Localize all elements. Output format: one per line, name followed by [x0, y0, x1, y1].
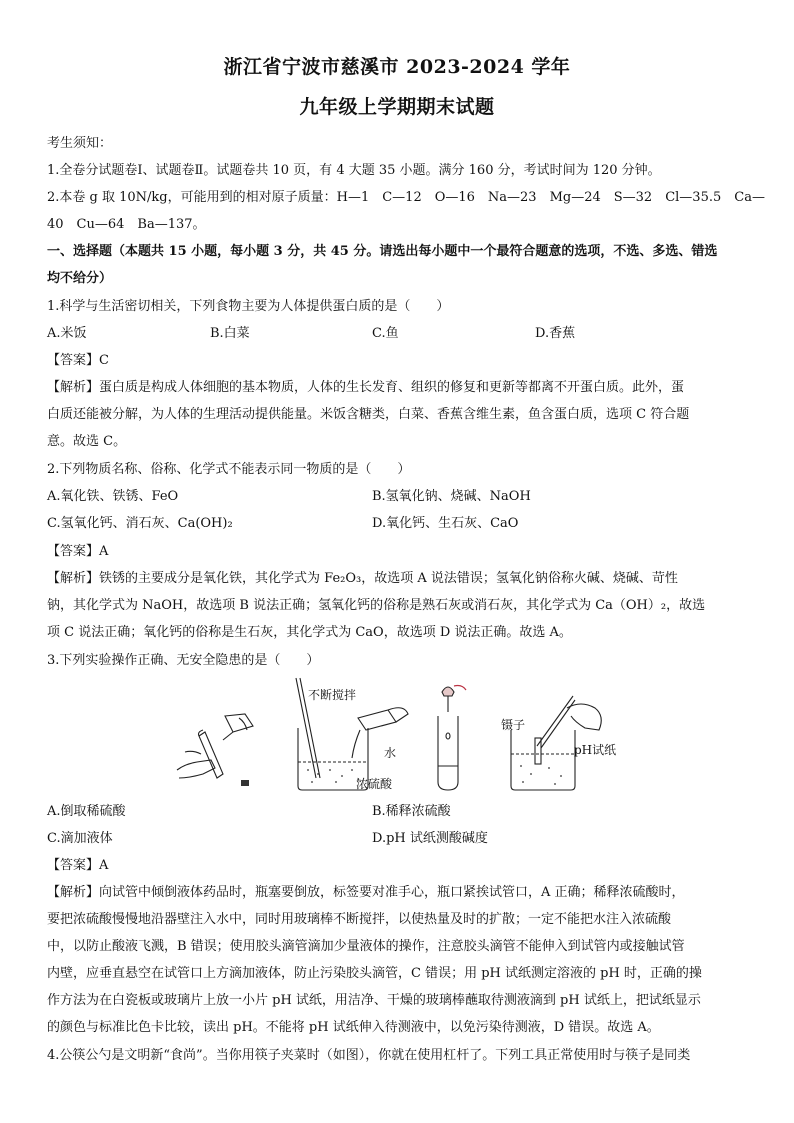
figure-d-label-ph-paper: pH试纸: [574, 743, 617, 757]
figure-b-label-water: 水: [384, 746, 397, 760]
question-2-option-c: C.氢氧化钙、消石灰、Ca(OH)₂: [47, 516, 233, 531]
figure-d-label-tweezers: 镊子: [501, 718, 526, 732]
figure-b-label-acid: 浓硫酸: [356, 777, 393, 791]
question-4-stem: 4.公筷公勺是文明新“食尚”。当你用筷子夹菜时（如图），你就在使用杠杆了。下列工具正常使用时与筷子是同类: [47, 1048, 691, 1063]
question-2-analysis-line-3: 项 C 说法正确；氧化钙的俗称是生石灰，其化学式为 CaO，故选项 D 说法正确。故选 A。: [47, 625, 572, 640]
question-2-stem: 2.下列物质名称、俗称、化学式不能表示同一物质的是（ ）: [47, 462, 411, 477]
figure-c-dropping: [428, 682, 468, 794]
question-3-option-a: A.倒取稀硫酸: [47, 804, 126, 819]
question-3-stem: 3.下列实验操作正确、无安全隐患的是（ ）: [47, 653, 320, 668]
document-title: 浙江省宁波市慈溪市 2023-2024 学年: [223, 56, 571, 78]
question-3-analysis-line-6: 的颜色与标准比色卡比较，读出 pH。不能将 pH 试纸伸入待测液中，以免污染待测液，D 错误。故选 A。: [47, 1020, 660, 1035]
question-2-answer: 【答案】A: [47, 544, 109, 559]
question-3-analysis-line-4: 内壁，应垂直悬空在试管口上方滴加液体，防止污染胶头滴管，C 错误；用 pH 试纸测定溶液的 pH 时，正确的操: [47, 966, 702, 981]
question-2-option-a: A.氧化铁、铁锈、FeO: [47, 489, 179, 504]
notice-item-2-line-2: 40 Cu—64 Ba—137。: [47, 217, 206, 232]
figure-b-label-stir: 不断搅拌: [308, 688, 357, 702]
question-2-analysis-line-1: 【解析】铁锈的主要成分是氧化铁，其化学式为 Fe₂O₃，故选项 A 说法错误；氢氧化钠俗称火碱、烧碱、苛性: [47, 571, 678, 586]
question-1-stem: 1.科学与生活密切相关，下列食物主要为人体提供蛋白质的是（ ）: [47, 299, 450, 314]
question-1-option-d: D.香蕉: [535, 326, 576, 341]
question-2-analysis-line-2: 钠，其化学式为 NaOH，故选项 B 说法正确；氢氧化钙的俗称是熟石灰或消石灰，其化学式为 Ca（OH）₂，故选: [47, 598, 706, 613]
question-3-option-c: C.滴加液体: [47, 831, 113, 846]
question-3-analysis-line-5: 作方法为在白瓷板或玻璃片上放一小片 pH 试纸，用洁净、干燥的玻璃棒蘸取待测液滴到 pH 试纸上，把试纸显示: [47, 993, 701, 1008]
question-2-option-b: B.氢氧化钠、烧碱、NaOH: [372, 489, 531, 504]
document-subtitle: 九年级上学期期末试题: [299, 96, 495, 118]
question-3-option-b: B.稀释浓硫酸: [372, 804, 451, 819]
question-1-analysis-line-3: 意。故选 C。: [47, 434, 127, 449]
question-2-option-d: D.氧化钙、生石灰、CaO: [372, 516, 519, 531]
question-1-option-b: B.白菜: [210, 326, 250, 341]
question-3-analysis-line-3: 中，以防止酸液飞溅，B 错误；使用胶头滴管滴加少量液体的操作，注意胶头滴管不能伸入到试管内或接触试管: [47, 939, 685, 954]
question-1-answer: 【答案】C: [47, 353, 109, 368]
figure-a-pouring: [175, 712, 265, 792]
question-3-analysis-line-1: 【解析】向试管中倾倒液体药品时，瓶塞要倒放，标签要对准手心，瓶口紧挨试管口，A 正确；稀释浓硫酸时，: [47, 885, 685, 900]
section-heading-line-1: 一、选择题（本题共 15 小题，每小题 3 分，共 45 分。请选出每小题中一个最符合题意的选项，不选、多选、错选: [47, 244, 718, 259]
question-1-analysis-line-2: 白质还能被分解，为人体的生理活动提供能量。米饭含糖类，白菜、香蕉含维生素，鱼含蛋白质，选项 C 符合题: [47, 407, 690, 422]
question-1-analysis-line-1: 【解析】蛋白质是构成人体细胞的基本物质，人体的生长发育、组织的修复和更新等都离不开蛋白质。此外，蛋: [47, 380, 685, 395]
notice-item-1: 1.全卷分试题卷Ⅰ、试题卷Ⅱ。试题卷共 10 页，有 4 大题 35 小题。满分 160 分，考试时间为 120 分钟。: [47, 163, 661, 178]
question-1-option-c: C.鱼: [372, 326, 399, 341]
question-3-option-d: D.pH 试纸测酸碱度: [372, 831, 488, 846]
question-3-analysis-line-2: 要把浓硫酸慢慢地沿器壁注入水中，同时用玻璃棒不断搅拌，以使热量及时的扩散；一定不能把水注入浓硫酸: [47, 912, 672, 927]
section-heading-line-2: 均不给分）: [47, 271, 113, 286]
question-3-answer: 【答案】A: [47, 858, 109, 873]
notice-item-2-line-1: 2.本卷 g 取 10N/kg，可能用到的相对原子质量：H—1 C—12 O—16 Na—23 Mg—24 S—32 Cl—35.5 Ca—: [47, 190, 765, 205]
notice-heading: 考生须知：: [47, 136, 113, 151]
question-1-option-a: A.米饭: [47, 326, 87, 341]
